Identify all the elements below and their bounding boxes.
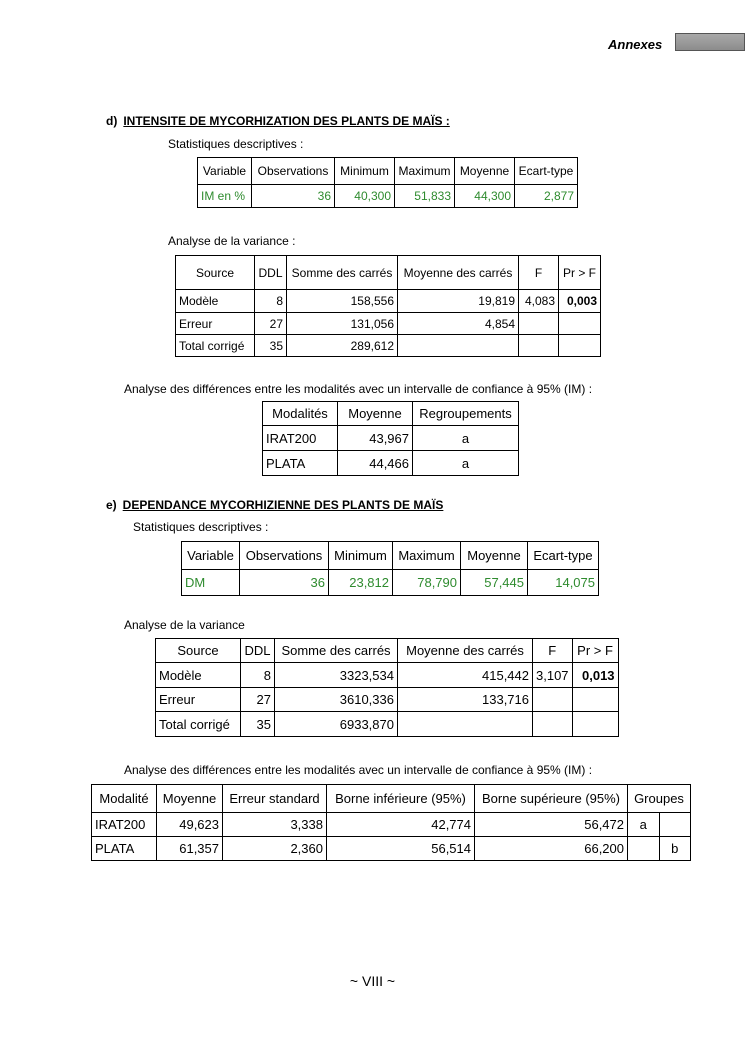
table-header-cell: Source <box>156 639 241 663</box>
table-row <box>156 712 619 737</box>
table-header-row <box>198 158 578 185</box>
table-cell <box>572 712 618 737</box>
table-cell: 40,300 <box>335 185 395 208</box>
table-header-cell: Minimum <box>335 158 395 185</box>
table-cell: 43,967 <box>338 426 413 451</box>
table-cell: PLATA <box>263 451 338 476</box>
table-row <box>156 688 619 712</box>
table-header-cell: Moyenne <box>461 542 528 570</box>
table-cell <box>519 335 559 357</box>
table-cell: 3,338 <box>223 813 327 837</box>
table-cell: IRAT200 <box>263 426 338 451</box>
table-cell: 56,514 <box>327 837 475 861</box>
table-header-cell: DDL <box>255 256 287 290</box>
table-header-cell: Ecart-type <box>528 542 599 570</box>
table-row <box>263 451 519 476</box>
section-d-desc-label: Statistiques descriptives : <box>168 137 304 151</box>
table-header-cell: Source <box>176 256 255 290</box>
section-e-desc-table <box>181 541 599 596</box>
table-cell: 415,442 <box>398 663 533 688</box>
table-cell: 0,003 <box>559 290 601 313</box>
table-cell: 289,612 <box>287 335 398 357</box>
table-header-cell: Modalités <box>263 402 338 426</box>
table-cell: a <box>413 426 519 451</box>
table-cell <box>398 335 519 357</box>
table-cell: 8 <box>255 290 287 313</box>
table-cell: 56,472 <box>475 813 628 837</box>
table-header-cell: Observations <box>240 542 329 570</box>
section-e-anova-table <box>155 638 619 737</box>
table-header-cell: Borne supérieure (95%) <box>475 785 628 813</box>
table-cell: PLATA <box>92 837 157 861</box>
table-header-cell: Maximum <box>393 542 461 570</box>
table-cell: 8 <box>241 663 275 688</box>
section-d-diff-label: Analyse des différences entre les modalités avec un intervalle de confiance à 95% (IM) : <box>124 382 593 396</box>
table-cell <box>398 712 533 737</box>
table-cell: 35 <box>241 712 275 737</box>
table-cell: 2,877 <box>515 185 578 208</box>
table-cell: 158,556 <box>287 290 398 313</box>
table-cell: 49,623 <box>157 813 223 837</box>
table-header-cell: Modalité <box>92 785 157 813</box>
table-cell: 44,300 <box>455 185 515 208</box>
table-cell: a <box>628 813 660 837</box>
table-cell <box>559 335 601 357</box>
table-header-cell: Pr > F <box>559 256 601 290</box>
section-d-anova-label: Analyse de la variance : <box>168 234 296 248</box>
table-row <box>176 335 601 357</box>
table-cell: 35 <box>255 335 287 357</box>
table-cell: 61,357 <box>157 837 223 861</box>
table-cell: 42,774 <box>327 813 475 837</box>
section-e-letter: e) <box>106 498 117 512</box>
table-row <box>182 570 599 596</box>
table-cell: Erreur <box>176 313 255 335</box>
table-cell: 44,466 <box>338 451 413 476</box>
table-cell <box>559 313 601 335</box>
table-row <box>92 837 691 861</box>
table-header-cell: Borne inférieure (95%) <box>327 785 475 813</box>
table-cell: Total corrigé <box>176 335 255 357</box>
table-header-cell: Moyenne des carrés <box>398 256 519 290</box>
table-header-cell: Regroupements <box>413 402 519 426</box>
section-d-title <box>106 114 450 128</box>
table-cell <box>628 837 660 861</box>
table-cell: 27 <box>255 313 287 335</box>
table-header-cell: Moyenne <box>157 785 223 813</box>
table-cell <box>572 688 618 712</box>
table-cell: 57,445 <box>461 570 528 596</box>
table-cell: 3,107 <box>533 663 573 688</box>
section-e-anova-label: Analyse de la variance <box>124 618 245 632</box>
table-header-cell: Moyenne <box>338 402 413 426</box>
table-header-row <box>156 639 619 663</box>
table-cell: 23,812 <box>329 570 393 596</box>
table-header-row <box>92 785 691 813</box>
table-header-row <box>176 256 601 290</box>
table-header-cell: F <box>533 639 573 663</box>
table-row <box>198 185 578 208</box>
table-row <box>176 290 601 313</box>
table-header-cell: DDL <box>241 639 275 663</box>
table-cell: 4,083 <box>519 290 559 313</box>
table-row <box>92 813 691 837</box>
table-cell: DM <box>182 570 240 596</box>
table-cell: Modèle <box>156 663 241 688</box>
table-cell: 14,075 <box>528 570 599 596</box>
table-cell: 4,854 <box>398 313 519 335</box>
table-header-cell: Somme des carrés <box>275 639 398 663</box>
table-header-cell: Somme des carrés <box>287 256 398 290</box>
section-e-title-text: DEPENDANCE MYCORHIZIENNE DES PLANTS DE MAÏS <box>122 498 444 512</box>
table-header-cell: Erreur standard <box>223 785 327 813</box>
section-d-diff-table <box>262 401 519 476</box>
table-cell: a <box>413 451 519 476</box>
table-cell: 27 <box>241 688 275 712</box>
table-header-cell: Moyenne des carrés <box>398 639 533 663</box>
table-cell: 36 <box>240 570 329 596</box>
section-d-title-text: INTENSITE DE MYCORHIZATION DES PLANTS DE MAÏS : <box>123 114 450 128</box>
table-row <box>156 663 619 688</box>
table-cell: 78,790 <box>393 570 461 596</box>
table-cell: 133,716 <box>398 688 533 712</box>
section-e-desc-label: Statistiques descriptives : <box>133 520 269 534</box>
table-cell: 3610,336 <box>275 688 398 712</box>
table-cell: 51,833 <box>395 185 455 208</box>
table-header-cell: Observations <box>252 158 335 185</box>
table-cell: 6933,870 <box>275 712 398 737</box>
table-header-cell: Maximum <box>395 158 455 185</box>
table-cell: IM en % <box>198 185 252 208</box>
table-header-cell: Moyenne <box>455 158 515 185</box>
table-cell <box>519 313 559 335</box>
section-e-title <box>106 498 443 512</box>
table-cell <box>533 688 573 712</box>
table-cell <box>659 813 691 837</box>
table-cell: 131,056 <box>287 313 398 335</box>
table-cell: 36 <box>252 185 335 208</box>
table-cell: 2,360 <box>223 837 327 861</box>
table-cell: IRAT200 <box>92 813 157 837</box>
section-e-diff-table <box>91 784 691 861</box>
header-decoration-box <box>675 33 745 51</box>
table-cell: 0,013 <box>572 663 618 688</box>
table-row <box>176 313 601 335</box>
table-cell: Modèle <box>176 290 255 313</box>
table-header-cell: Groupes <box>628 785 691 813</box>
table-header-row <box>263 402 519 426</box>
running-header: Annexes <box>608 37 663 52</box>
table-cell: 19,819 <box>398 290 519 313</box>
table-header-cell: Variable <box>182 542 240 570</box>
table-cell: Total corrigé <box>156 712 241 737</box>
section-d-desc-table <box>197 157 578 208</box>
section-e-diff-label: Analyse des différences entre les modalités avec un intervalle de confiance à 95% (IM) : <box>124 763 593 777</box>
section-d-anova-table <box>175 255 601 357</box>
table-header-cell: Pr > F <box>572 639 618 663</box>
table-row <box>263 426 519 451</box>
table-cell: Erreur <box>156 688 241 712</box>
table-header-cell: Variable <box>198 158 252 185</box>
table-header-cell: Minimum <box>329 542 393 570</box>
page-number: ~ VIII ~ <box>349 973 396 989</box>
table-cell <box>533 712 573 737</box>
table-cell: 66,200 <box>475 837 628 861</box>
table-header-row <box>182 542 599 570</box>
table-header-cell: Ecart-type <box>515 158 578 185</box>
table-cell: 3323,534 <box>275 663 398 688</box>
section-d-letter: d) <box>106 114 118 128</box>
table-header-cell: F <box>519 256 559 290</box>
table-cell: b <box>659 837 691 861</box>
